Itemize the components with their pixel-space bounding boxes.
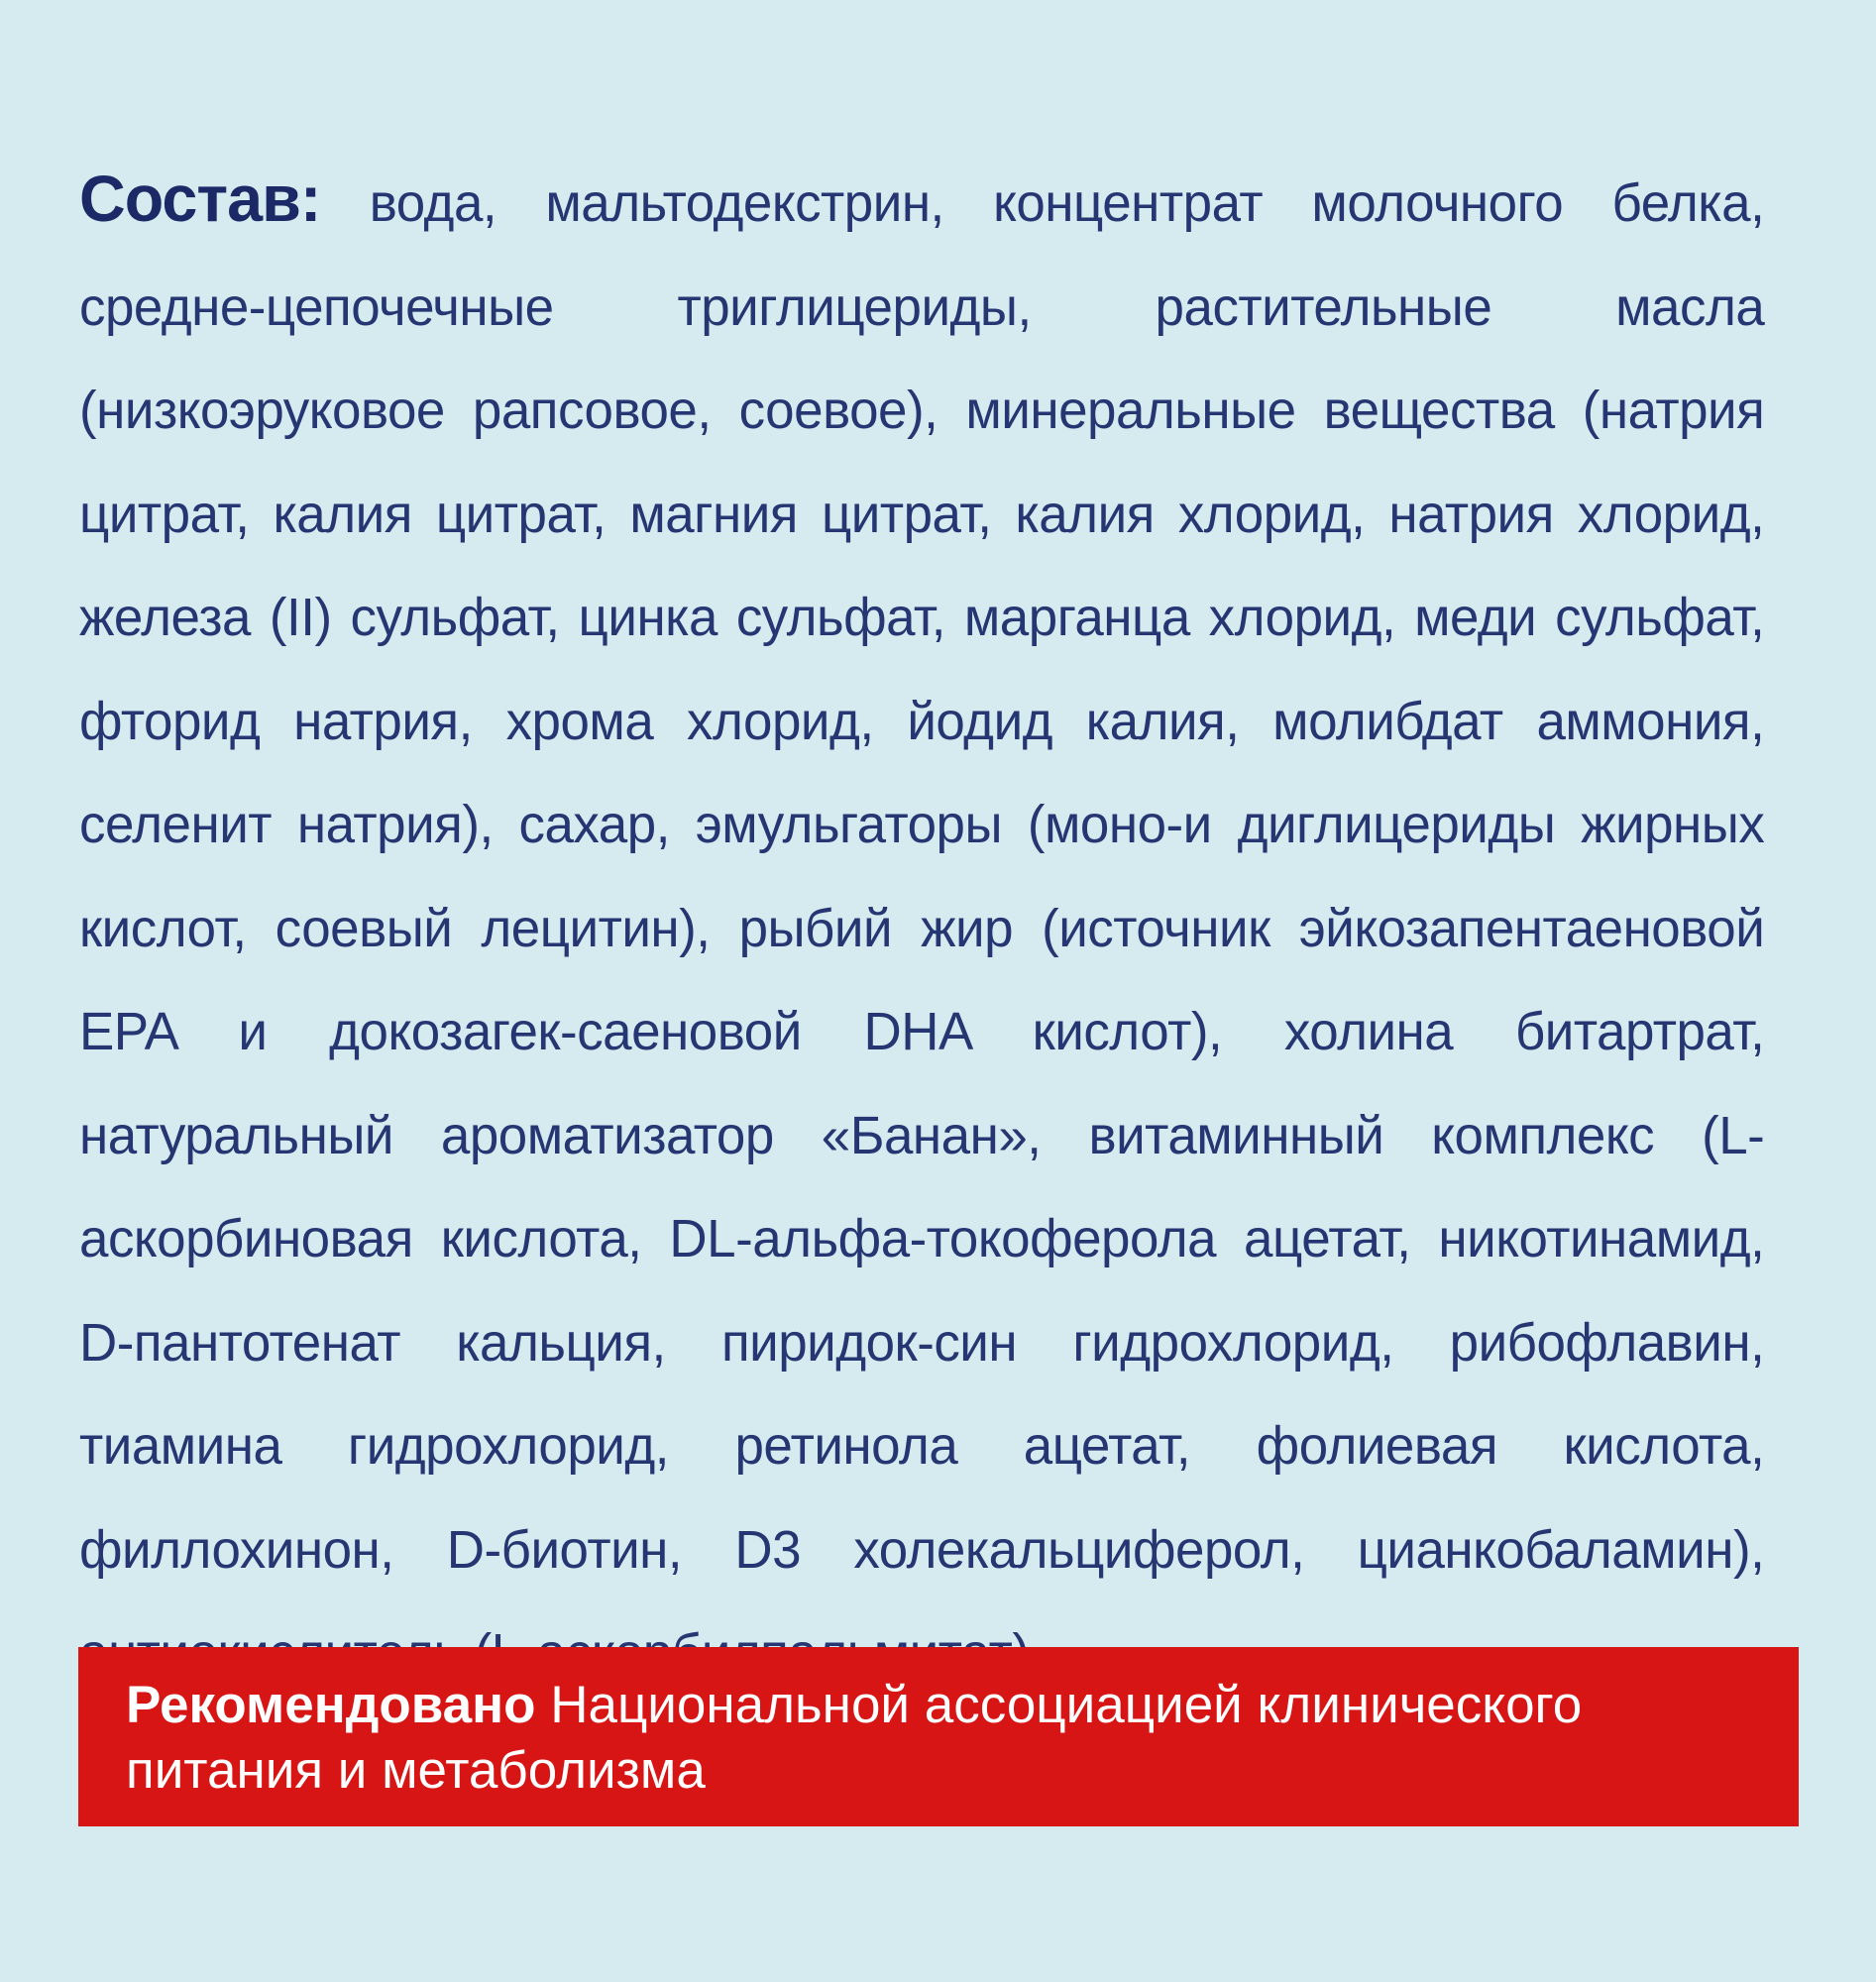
recommendation-banner [78, 1647, 1799, 1826]
recommendation-text: Национальной ассоциацией клинического питания и метаболизма [126, 1676, 1583, 1800]
recommendation-bold: Рекомендовано [126, 1676, 536, 1734]
composition-text: вода, мальтодекстрин, концентрат молочного белка, средне-цепочечные триглицериды, растительные масла (низкоэруковое рапсовое, соевое), минеральные вещества (натрия цитрат, калия цитрат, магния цитрат, калия хлорид, натрия хлорид, железа (II) сульфат, цинка сульфат, марганца хлорид, меди сульфат, фторид натрия, хрома хлорид, йодид калия, молибдат аммония, селенит натрия), сахар, эмульгаторы (моно-и диглицериды жирных кислот, соевый лецитин), рыбий жир (источник эйкозапентаеновой EPA и докозагек-саеновой DHA кислот), холина битартрат, натуральный ароматизатор «Банан», витаминный комплекс (L-аскорбиновая кислота, DL-альфа-токоферола ацетат, никотинамид, D-пантотенат кальция, пиридок-син гидрохлорид, рибофлавин, тиамина гидрохлорид, ретинола ацетат, фолиевая кислота, филлохинон, D-биотин, D3 холекальциферол, цианкобаламин), [79, 173, 1765, 1580]
composition-paragraph [79, 147, 1764, 1706]
composition-label: Состав: [79, 162, 321, 235]
